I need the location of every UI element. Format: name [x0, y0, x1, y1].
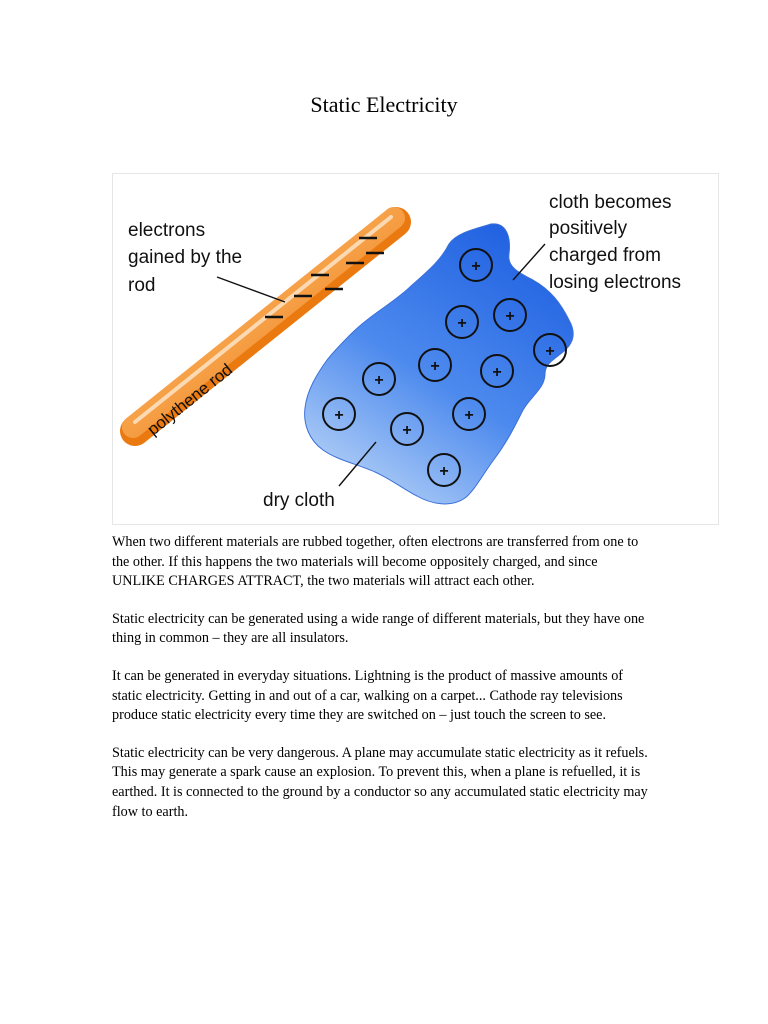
- plus-sign: +: [374, 372, 384, 389]
- electrons-label: [128, 220, 285, 302]
- svg-text:cloth becomes: cloth becomes: [549, 192, 672, 213]
- rod-label: polythene rod: [143, 359, 237, 440]
- plus-sign: +: [505, 308, 515, 325]
- plus-sign: +: [439, 463, 449, 480]
- plus-sign: +: [545, 343, 555, 360]
- svg-text:electrons: electrons: [128, 220, 206, 241]
- paragraph-1: When two different materials are rubbed together, often electrons are transferred from one to the other. If this happens the two materials will become oppositely charged, and since UNLIKE CHARGES ATTRACT, the two materials will attract each other.: [112, 534, 639, 590]
- plus-sign: +: [334, 407, 344, 424]
- paragraph-4: Static electricity can be very dangerous. A plane may accumulate static electricity as it refuels. This may generate a spark cause an explosion. To prevent this, when a plane is refuelled, it is earthed. It is connected to the ground by a conductor so any accumulated static electricity may flow to earth.: [112, 744, 648, 820]
- cloth-label: [513, 192, 681, 293]
- svg-text:rod: rod: [128, 275, 156, 296]
- plus-sign: +: [457, 315, 467, 332]
- svg-text:positively: positively: [549, 218, 628, 239]
- svg-text:dry cloth: dry cloth: [263, 490, 335, 511]
- paragraph-3: It can be generated in everyday situations. Lightning is the product of massive amounts of static electricity. Getting in and out of a car, walking on a carpet... Cathode ray televisions produce static electricity every time they are switched on – just touch the screen to see.: [112, 667, 624, 724]
- svg-text:losing electrons: losing electrons: [549, 272, 682, 293]
- plus-sign: +: [471, 258, 481, 275]
- plus-sign: +: [430, 358, 440, 375]
- paragraph-2: Static electricity can be generated using a wide range of different materials, but they have one thing in common – they are all insulators.: [112, 610, 645, 647]
- body-text: [112, 533, 652, 840]
- diagram-svg: [113, 174, 718, 524]
- page-title: Static Electricity: [310, 92, 458, 117]
- plus-sign: +: [402, 422, 412, 439]
- static-electricity-diagram: [112, 173, 719, 525]
- svg-text:gained by the: gained by the: [128, 247, 243, 268]
- svg-text:charged from: charged from: [549, 245, 661, 266]
- plus-sign: +: [464, 407, 474, 424]
- plus-sign: +: [492, 364, 502, 381]
